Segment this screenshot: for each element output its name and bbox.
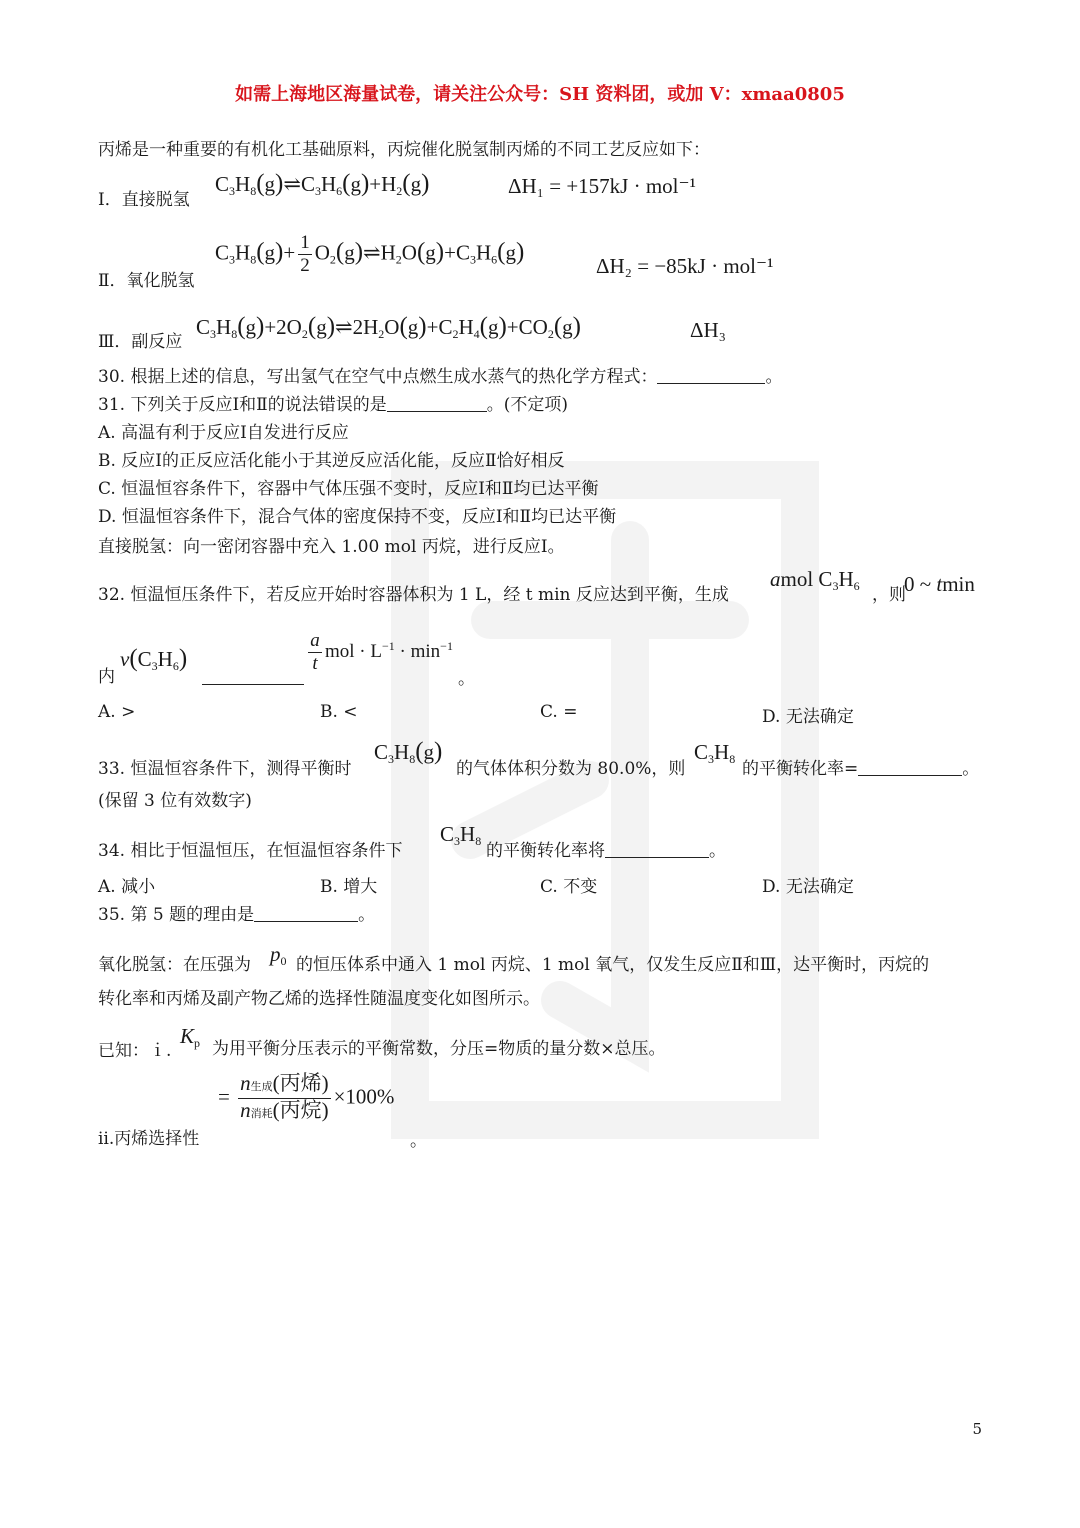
question-32-blank[interactable] <box>202 668 304 688</box>
reaction-2-enthalpy: ΔH₂ = −85kJ · mol⁻¹ <box>596 254 774 278</box>
intro-text: 丙烯是一种重要的有机化工基础原料，丙烷催化脱氢制丙烯的不同工艺反应如下： <box>98 140 710 160</box>
known-ii-label: ⅱ.丙烯选择性 <box>98 1129 200 1149</box>
propane-label: (丙烷) <box>272 1098 329 1122</box>
selectivity-formula: = $\frac{\text{n生成(丙烯)}}{\text{n消耗(丙烷)}}$ ×100% <box>218 1071 395 1122</box>
subscript-consumed: 消耗 <box>250 1108 273 1120</box>
reaction-2-equation: $C_3H_8(g)+$ $\frac{1}{2}$ $O_2(g)\rightleftharpoons H_2O(g)+C_3H_6(g)$ <box>215 232 525 276</box>
question-31-option-a: A. 高温有利于反应Ⅰ自发进行反应 <box>98 423 349 443</box>
subscript-generated: 生成 <box>250 1081 273 1093</box>
kp-symbol: $K_p$ <box>180 1024 201 1050</box>
reaction-1-equation: $C_3H_8(g)\rightleftharpoons C_3H_6(g)+H_2(g)$ <box>215 170 430 198</box>
answer-blank[interactable] <box>657 368 765 384</box>
question-32-option-c: C. = <box>540 702 578 722</box>
question-32-stem: 32. 恒温恒压条件下，若反应开始时容器体积为 1 L，经 t min 反应达到平衡，生成 <box>98 585 729 605</box>
direct-dehydrogenation-intro: 直接脱氢：向一密闭容器中充入 1.00 mol 丙烷，进行反应Ⅰ。 <box>98 537 565 557</box>
question-32-rate-value: $\frac{a}{t}$ mol · $L^{-1} \cdot \min^{-1}$ <box>305 630 453 675</box>
question-32-time-range: 0 ~ tmin <box>904 572 975 596</box>
answer-blank[interactable] <box>605 842 709 858</box>
propene-label: (丙烯) <box>272 1071 329 1095</box>
question-32-mid: ，则 <box>872 585 906 605</box>
question-30: 30. 根据上述的信息，写出氢气在空气中点燃生成水蒸气的热化学方程式： 。 <box>98 367 783 387</box>
question-32-option-b: B. < <box>320 702 358 722</box>
question-31-option-b: B. 反应Ⅰ的正反应活化能小于其逆反应活化能，反应Ⅱ恰好相反 <box>98 451 565 471</box>
question-33-post-text: 的平衡转化率= <box>742 759 859 779</box>
question-32-amount: amol $C_3H_6$ <box>770 567 860 593</box>
question-31-option-c: C. 恒温恒容条件下，容器中气体压强不变时，反应Ⅰ和Ⅱ均已达平衡 <box>98 479 599 499</box>
question-31-option-d: D. 恒温恒容条件下，混合气体的密度保持不变，反应Ⅰ和Ⅱ均已达平衡 <box>98 507 617 527</box>
page-number: 5 <box>972 1420 982 1438</box>
answer-blank[interactable] <box>858 760 962 776</box>
reaction-2-label: Ⅱ．氧化脱氢 <box>98 271 195 291</box>
period: 。 <box>458 669 475 689</box>
reaction-1-enthalpy: ΔH₁ = +157kJ · mol⁻¹ <box>508 174 696 198</box>
reaction-3-enthalpy: ΔH₃ <box>690 318 726 342</box>
question-32-option-a: A. > <box>98 702 136 722</box>
period: 。 <box>410 1131 427 1151</box>
oxidative-intro-post: 的恒压体系中通入 1 mol 丙烷、1 mol 氧气，仅发生反应Ⅱ和Ⅲ，达平衡时，丙烷的 <box>296 955 930 975</box>
known-post: 为用平衡分压表示的平衡常数，分压=物质的量分数×总压。 <box>212 1039 666 1059</box>
question-31-suffix: 。(不定项) <box>486 395 568 415</box>
question-33-post: 的平衡转化率= 。 <box>742 759 980 779</box>
question-35: 35. 第 5 题的理由是 。 <box>98 905 376 925</box>
question-33-mid: 的气体体积分数为 80.0%，则 <box>456 759 686 779</box>
question-33-species-2: $C_3H_8$ <box>694 740 736 766</box>
reaction-3-equation: $C_3H_8(g)+2O_2(g)\rightleftharpoons 2H_2O(g)+C_2H_4(g)+CO_2(g)$ <box>196 313 581 341</box>
question-34-option-b: B. 增大 <box>320 877 378 897</box>
question-35-text: 35. 第 5 题的理由是 <box>98 905 255 925</box>
question-34-post-text: 的平衡转化率将 <box>486 841 605 861</box>
question-33-pre: 33. 恒温恒容条件下，测得平衡时 <box>98 759 352 779</box>
question-31-stem <box>98 390 568 415</box>
answer-blank[interactable] <box>254 906 358 922</box>
oxidative-intro-pre: 氧化脱氢：在压强为 <box>98 955 251 975</box>
question-34-option-c: C. 不变 <box>540 877 598 897</box>
question-34-species: $C_3H_8$ <box>440 822 482 848</box>
answer-blank[interactable] <box>387 396 487 412</box>
question-34-post: 的平衡转化率将 。 <box>486 841 726 861</box>
question-33-species: $C_3H_8(g)$ <box>374 738 443 766</box>
question-34-pre: 34. 相比于恒温恒压，在恒温恒容条件下 <box>98 841 403 861</box>
question-32-rate-symbol: $v(C_3H_6)$ <box>120 645 188 673</box>
question-31-text: 31. 下列关于反应Ⅰ和Ⅱ的说法错误的是 <box>98 395 387 415</box>
question-33-note: (保留 3 位有效数字) <box>98 791 252 811</box>
question-34-option-d: D. 无法确定 <box>762 877 854 897</box>
question-32-option-d: D. 无法确定 <box>762 707 854 727</box>
oxidative-intro-line2: 转化率和丙烯及副产物乙烯的选择性随温度变化如图所示。 <box>98 989 540 1009</box>
reaction-3-label: Ⅲ．副反应 <box>98 332 183 352</box>
known-pre: 已知：ｉ. <box>98 1041 172 1061</box>
pressure-symbol: $p_0$ <box>270 942 287 968</box>
question-34-option-a: A. 减小 <box>98 877 156 897</box>
header-notice: 如需上海地区海量试卷，请关注公众号：SH 资料团，或加 V：xmaa0805 <box>235 84 845 105</box>
reaction-1-label: Ⅰ．直接脱氢 <box>98 190 190 210</box>
question-32-inner: 内 <box>98 667 115 687</box>
question-30-stem: 30. 根据上述的信息，写出氢气在空气中点燃生成水蒸气的热化学方程式： <box>98 367 658 387</box>
